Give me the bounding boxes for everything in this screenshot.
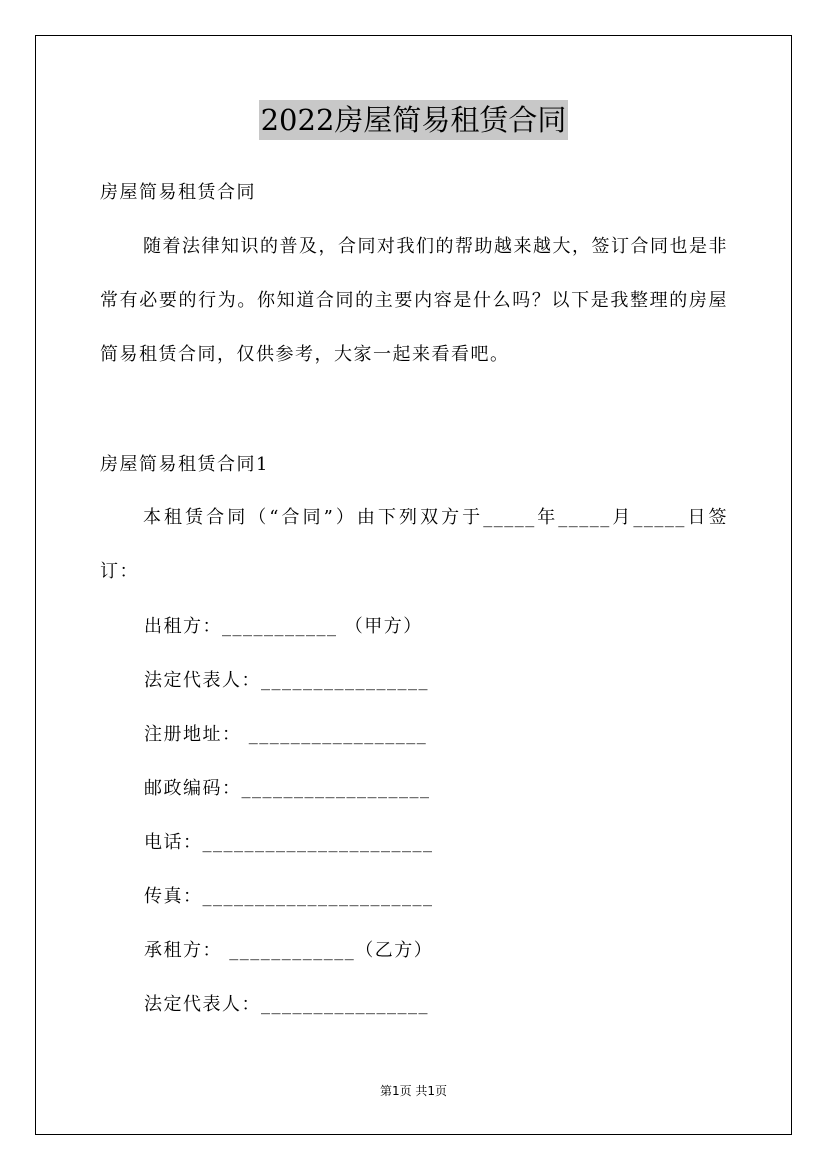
field-fax: 传真：______________________ <box>144 886 434 907</box>
field-legal-rep-b: 法定代表人：________________ <box>144 994 429 1015</box>
document-title: 2022房屋简易租赁合同 <box>259 100 569 140</box>
title-container <box>0 100 827 140</box>
field-address: 注册地址： _________________ <box>144 724 428 745</box>
contract-opening: 本租赁合同（“合同”）由下列双方于_____年_____月_____日签订： <box>100 507 728 582</box>
section-heading: 房屋简易租赁合同1 <box>100 454 269 475</box>
field-lessee: 承租方： ____________（乙方） <box>144 940 434 961</box>
document-subtitle: 房屋简易租赁合同 <box>100 182 256 203</box>
page-footer: 第1页 共1页 <box>379 1084 448 1098</box>
field-postcode: 邮政编码：__________________ <box>144 778 431 799</box>
field-legal-rep-a: 法定代表人：________________ <box>144 670 429 691</box>
field-phone: 电话：______________________ <box>144 832 434 853</box>
intro-paragraph: 随着法律知识的普及，合同对我们的帮助越来越大，签订合同也是非常有必要的行为。你知道合同的主要内容是什么吗？以下是我整理的房屋简易租赁合同，仅供参考，大家一起来看看吧。 <box>100 236 728 365</box>
field-lessor: 出租方：___________ （甲方） <box>144 616 423 637</box>
